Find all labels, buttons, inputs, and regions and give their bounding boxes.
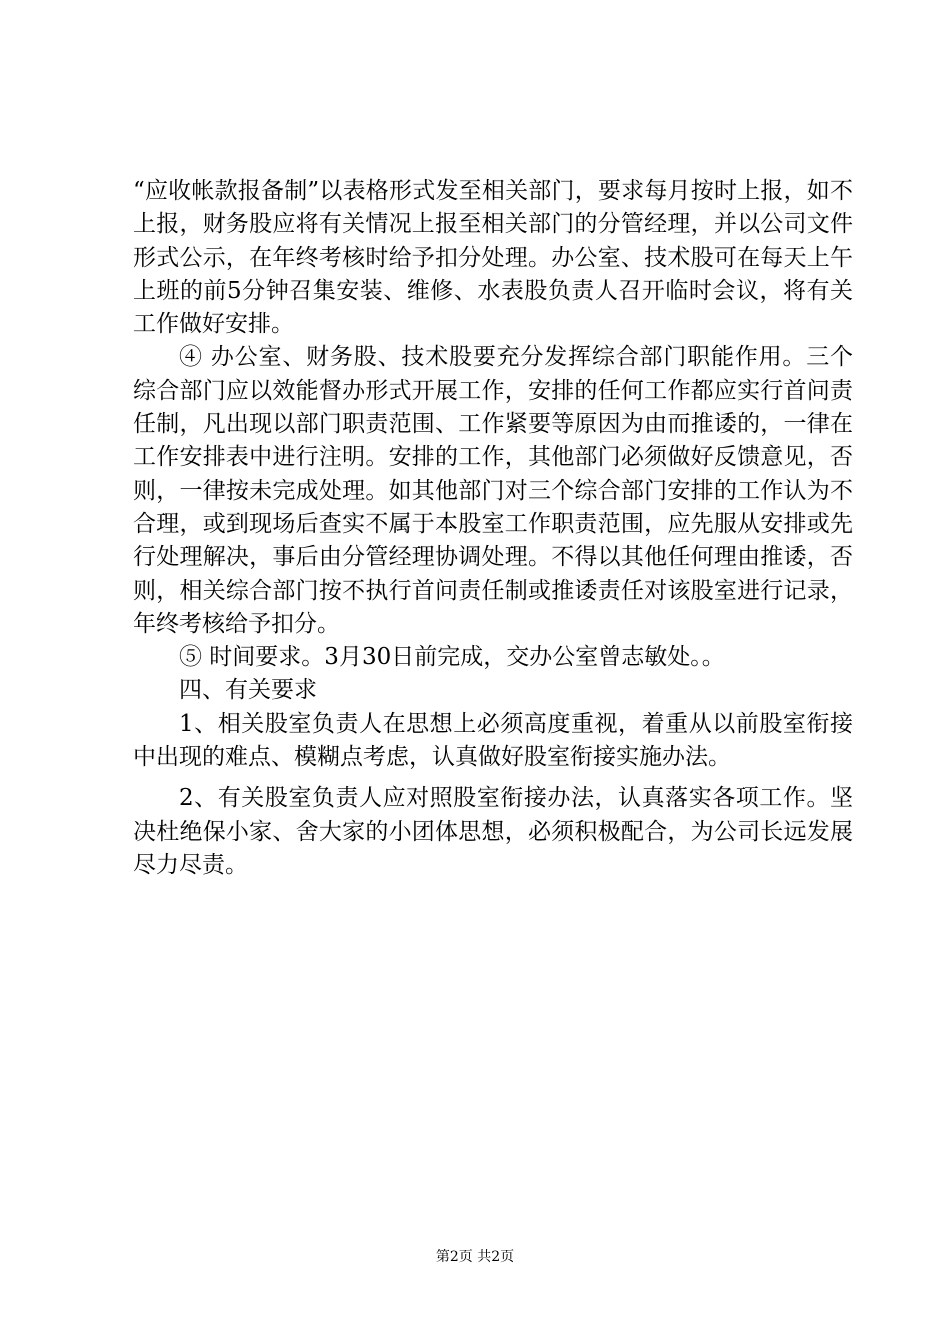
document-body — [133, 175, 853, 882]
paragraph-requirement-1: 1、相关股室负责人在思想上必须高度重视，着重从以前股室衔接中出现的难点、模糊点考虑，认真做好股室衔接实施办法。 — [133, 710, 853, 771]
page-footer — [0, 1248, 950, 1266]
paragraph-item-5: ⑤ 时间要求。3月30日前完成，交办公室曾志敏处。。 — [179, 644, 725, 671]
paragraph-receivables: “应收帐款报备制”以表格形式发至相关部门，要求每月按时上报，如不上报，财务股应将有关情况上报至相关部门的分管经理，并以公司文件形式公示，在年终考核时给予扣分处理。办公室、技术股可在每天上午上班的前5分钟召集安装、维修、水表股负责人召开临时会议，将有关工作做好安排。 — [133, 178, 853, 338]
paragraph-requirement-2: 2、有关股室负责人应对照股室衔接办法，认真落实各项工作。坚决杜绝保小家、舍大家的小团体思想，必须积极配合，为公司长远发展尽力尽责。 — [133, 785, 853, 878]
paragraph-item-4: ④ 办公室、财务股、技术股要充分发挥综合部门职能作用。三个综合部门应以效能督办形式开展工作，安排的任何工作都应实行首问责任制，凡出现以部门职责范围、工作紧要等原因为由而推诿的，一律在工作安排表中进行注明。安排的工作，其他部门必须做好反馈意见，否则，一律按未完成处理。如其他部门对三个综合部门安排的工作认为不合理，或到现场后查实不属于本股室工作职责范围，应先服从安排或先行处理解决，事后由分管经理协调处理。不得以其他任何理由推诿，否则，相关综合部门按不执行首问责任制或推诿责任对该股室进行记录，年终考核给予扣分。 — [133, 344, 853, 637]
page-number: 第2页 共2页 — [435, 1249, 515, 1265]
section-heading: 四、有关要求 — [179, 677, 317, 704]
